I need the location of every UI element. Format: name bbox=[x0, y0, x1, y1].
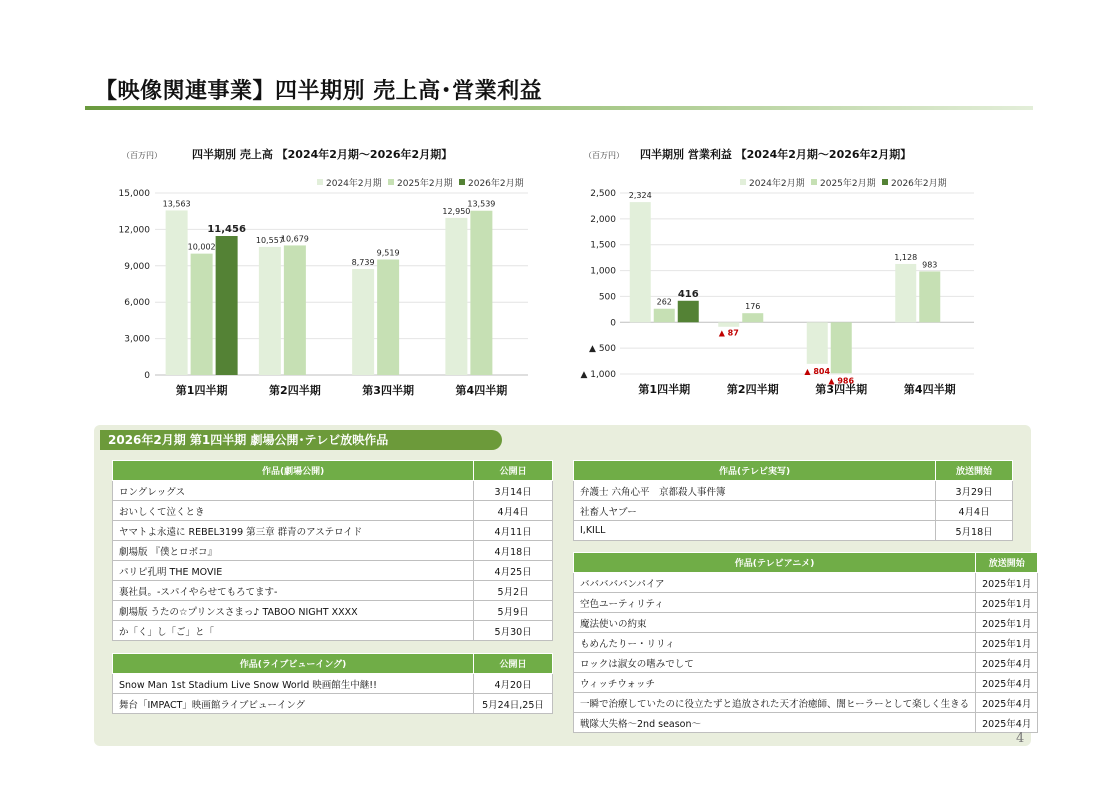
tv-anime-table bbox=[573, 552, 1038, 733]
work-date: 4月4日 bbox=[936, 501, 1013, 521]
work-title: 劇場版 『僕とロボコ』 bbox=[113, 541, 474, 561]
bar bbox=[216, 236, 238, 375]
bar bbox=[895, 264, 916, 322]
table-row bbox=[113, 601, 553, 621]
work-date: 5月2日 bbox=[474, 581, 553, 601]
data-label: 10,679 bbox=[280, 234, 309, 244]
work-title: 魔法使いの約束 bbox=[574, 613, 976, 633]
work-title: ヤマトよ永遠に REBEL3199 第三章 群青のアステロイド bbox=[113, 521, 474, 541]
operating-profit-chart-svg bbox=[572, 142, 992, 402]
data-label: 262 bbox=[656, 297, 672, 307]
table-row bbox=[574, 501, 1013, 521]
table-row bbox=[574, 693, 1038, 713]
work-title: か「く」し「ご」と「 bbox=[113, 621, 474, 641]
data-label: ▲ 87 bbox=[718, 328, 739, 338]
y-tick-label: 3,000 bbox=[124, 334, 150, 345]
category-label: 第4四半期 bbox=[903, 383, 956, 396]
bar bbox=[654, 309, 675, 323]
y-tick-label: 12,000 bbox=[118, 225, 150, 236]
work-date: 2025年4月 bbox=[976, 693, 1038, 713]
data-label: 10,002 bbox=[187, 242, 216, 252]
table-row bbox=[574, 573, 1038, 593]
work-title: 裏社員。-スパイやらせてもろてます- bbox=[113, 581, 474, 601]
table-row bbox=[574, 481, 1013, 501]
work-date: 2025年4月 bbox=[976, 673, 1038, 693]
data-label: 176 bbox=[745, 302, 761, 312]
work-title: ウィッチウォッチ bbox=[574, 673, 976, 693]
live-viewing-table bbox=[112, 653, 553, 714]
bar bbox=[259, 247, 281, 375]
live-viewing-header-date: 公開日 bbox=[474, 654, 553, 674]
work-date: 3月14日 bbox=[474, 481, 553, 501]
work-date: 5月24日,25日 bbox=[474, 694, 553, 714]
legend-label: 2025年2月期 bbox=[820, 179, 876, 189]
legend-label: 2025年2月期 bbox=[397, 179, 453, 189]
works-section-title: 2026年2月期 第1四半期 劇場公開･テレビ放映作品 bbox=[100, 430, 502, 450]
bar bbox=[807, 322, 828, 364]
legend-swatch bbox=[388, 179, 394, 185]
y-tick-label: 1,500 bbox=[590, 240, 616, 251]
page-number: 4 bbox=[1016, 731, 1025, 746]
y-tick-label: 0 bbox=[144, 371, 150, 381]
table-row bbox=[574, 653, 1038, 673]
table-row bbox=[113, 581, 553, 601]
y-tick-label: 500 bbox=[598, 292, 616, 303]
table-row bbox=[113, 694, 553, 714]
page-title: 【映像関連事業】四半期別 売上高･営業利益 bbox=[95, 79, 543, 104]
work-date: 4月11日 bbox=[474, 521, 553, 541]
work-date: 4月18日 bbox=[474, 541, 553, 561]
sales-chart-svg bbox=[110, 142, 540, 402]
table-row bbox=[574, 613, 1038, 633]
legend-swatch bbox=[882, 179, 888, 185]
category-label: 第4四半期 bbox=[455, 384, 508, 397]
data-label: 13,563 bbox=[162, 199, 191, 209]
work-date: 2025年4月 bbox=[976, 713, 1038, 733]
work-title: 弁護士 六角心平 京都殺人事件簿 bbox=[574, 481, 936, 501]
table-row bbox=[574, 633, 1038, 653]
bar bbox=[352, 269, 374, 375]
work-date: 2025年1月 bbox=[976, 613, 1038, 633]
y-tick-label: 2,500 bbox=[590, 189, 616, 199]
table-row bbox=[113, 621, 553, 641]
theatrical-header-title: 作品(劇場公開) bbox=[113, 461, 474, 481]
y-tick-label: ▲ 1,000 bbox=[580, 370, 616, 380]
work-date: 5月9日 bbox=[474, 601, 553, 621]
y-tick-label: 9,000 bbox=[124, 261, 150, 272]
work-title: I,KILL bbox=[574, 521, 936, 541]
bar bbox=[166, 210, 188, 375]
work-title: 戦隊大失格～2nd season～ bbox=[574, 713, 976, 733]
table-row bbox=[113, 561, 553, 581]
bar bbox=[630, 202, 651, 322]
category-label: 第1四半期 bbox=[175, 384, 228, 397]
operating-profit-chart bbox=[572, 142, 992, 402]
data-label: 12,950 bbox=[442, 206, 471, 216]
table-row bbox=[574, 521, 1013, 541]
bar bbox=[445, 218, 467, 375]
work-date: 4月4日 bbox=[474, 501, 553, 521]
bar bbox=[284, 245, 306, 375]
work-title: Snow Man 1st Stadium Live Snow World 映画館生中継!! bbox=[113, 674, 474, 694]
category-label: 第1四半期 bbox=[638, 383, 691, 396]
bar bbox=[377, 260, 399, 375]
legend-label: 2024年2月期 bbox=[326, 179, 382, 189]
y-tick-label: 0 bbox=[610, 318, 616, 329]
live-viewing-header-title: 作品(ライブビューイング) bbox=[113, 654, 474, 674]
table-row bbox=[574, 593, 1038, 613]
title-underline bbox=[85, 106, 1033, 110]
work-title: ロングレッグス bbox=[113, 481, 474, 501]
table-row bbox=[574, 673, 1038, 693]
work-date: 4月25日 bbox=[474, 561, 553, 581]
work-date: 2025年1月 bbox=[976, 593, 1038, 613]
bar bbox=[742, 313, 763, 322]
tv-anime-header-title: 作品(テレビアニメ) bbox=[574, 553, 976, 573]
data-label: 1,128 bbox=[894, 252, 918, 262]
y-tick-label: 6,000 bbox=[124, 298, 150, 309]
data-label: ▲ 986 bbox=[828, 376, 855, 386]
work-date: 5月30日 bbox=[474, 621, 553, 641]
data-label: 8,739 bbox=[351, 257, 375, 267]
work-title: バババババンパイア bbox=[574, 573, 976, 593]
table-row bbox=[113, 674, 553, 694]
work-title: おいしくて泣くとき bbox=[113, 501, 474, 521]
work-title: 一瞬で治療していたのに役立たずと追放された天才治癒師、闇ヒーラーとして楽しく生きる bbox=[574, 693, 976, 713]
work-title: ロックは淑女の嗜みでして bbox=[574, 653, 976, 673]
bar bbox=[718, 322, 739, 326]
work-date: 3月29日 bbox=[936, 481, 1013, 501]
bar bbox=[678, 301, 699, 323]
data-label: 2,324 bbox=[628, 191, 652, 201]
work-title: パリピ孔明 THE MOVIE bbox=[113, 561, 474, 581]
theatrical-header-date: 公開日 bbox=[474, 461, 553, 481]
table-row bbox=[113, 541, 553, 561]
work-date: 2025年1月 bbox=[976, 573, 1038, 593]
chart-title: 四半期別 売上高 【2024年2月期～2026年2月期】 bbox=[192, 148, 453, 161]
chart-unit: （百万円） bbox=[122, 151, 162, 160]
category-label: 第3四半期 bbox=[815, 383, 868, 396]
legend-label: 2026年2月期 bbox=[468, 179, 524, 189]
table-row bbox=[113, 481, 553, 501]
legend-label: 2024年2月期 bbox=[749, 179, 805, 189]
tv-live-action-header-title: 作品(テレビ実写) bbox=[574, 461, 936, 481]
legend-swatch bbox=[317, 179, 323, 185]
legend-swatch bbox=[740, 179, 746, 185]
category-label: 第2四半期 bbox=[269, 384, 321, 397]
table-row bbox=[113, 521, 553, 541]
legend-swatch bbox=[811, 179, 817, 185]
bar bbox=[470, 211, 492, 375]
chart-title: 四半期別 営業利益 【2024年2月期～2026年2月期】 bbox=[640, 148, 912, 161]
table-row bbox=[113, 501, 553, 521]
work-date: 4月20日 bbox=[474, 674, 553, 694]
y-tick-label: 1,000 bbox=[590, 266, 616, 277]
data-label: 983 bbox=[922, 260, 938, 270]
data-label: 416 bbox=[677, 288, 699, 300]
data-label: 11,456 bbox=[207, 224, 246, 236]
work-date: 2025年4月 bbox=[976, 653, 1038, 673]
data-label: 10,557 bbox=[255, 235, 284, 245]
y-tick-label: 15,000 bbox=[118, 189, 150, 199]
bar bbox=[919, 271, 940, 322]
tv-live-action-header-date: 放送開始 bbox=[936, 461, 1013, 481]
work-date: 5月18日 bbox=[936, 521, 1013, 541]
tv-anime-header-date: 放送開始 bbox=[976, 553, 1038, 573]
chart-unit: （百万円） bbox=[584, 151, 624, 160]
legend-label: 2026年2月期 bbox=[891, 179, 947, 189]
y-tick-label: ▲ 500 bbox=[589, 344, 616, 355]
theatrical-table bbox=[112, 460, 553, 641]
work-title: 舞台「IMPACT」映画館ライブビューイング bbox=[113, 694, 474, 714]
bar bbox=[191, 254, 213, 375]
table-row bbox=[574, 713, 1038, 733]
sales-chart bbox=[110, 142, 540, 402]
data-label: 13,539 bbox=[467, 199, 496, 209]
data-label: ▲ 804 bbox=[804, 366, 831, 376]
bar bbox=[831, 322, 852, 373]
legend-swatch bbox=[459, 179, 465, 185]
work-title: もめんたりー・リリィ bbox=[574, 633, 976, 653]
work-title: 劇場版 うたの☆プリンスさまっ♪ TABOO NIGHT XXXX bbox=[113, 601, 474, 621]
work-date: 2025年1月 bbox=[976, 633, 1038, 653]
category-label: 第3四半期 bbox=[362, 384, 414, 397]
category-label: 第2四半期 bbox=[726, 383, 779, 396]
tv-live-action-table bbox=[573, 460, 1013, 541]
data-label: 9,519 bbox=[376, 248, 400, 258]
y-tick-label: 2,000 bbox=[590, 214, 616, 225]
work-title: 社畜人ヤブー bbox=[574, 501, 936, 521]
work-title: 空色ユーティリティ bbox=[574, 593, 976, 613]
